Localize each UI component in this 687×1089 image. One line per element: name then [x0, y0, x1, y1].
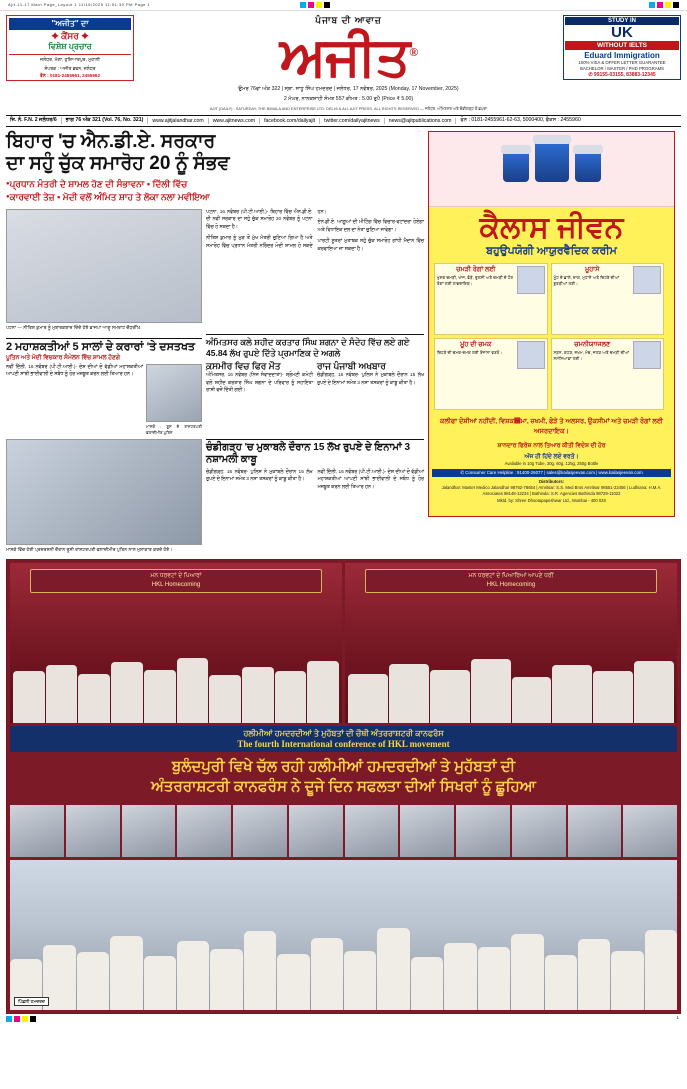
- feature-photo-credit: ਪਿੱਛਲੀ ਹਮਦਰਦ: [14, 997, 49, 1006]
- lead-photo: [6, 209, 202, 323]
- benefit-title: ਚਮਨੀਯਾ/ਜਲਣ: [574, 340, 611, 348]
- secondary-photo-1: [146, 364, 202, 422]
- ad-red-text-2: ਸ਼ਾਨਦਾਰ ਫਿਰੋਜ਼ ਨਾਲ ਤਿਆਰ ਕੀਤੀ ਵਿਦੇਸ਼ ਦੀ ਹੋਰ: [497, 442, 606, 449]
- ad-brand-name: ਕੈਲਾਸ ਜੀਵਨ: [479, 210, 624, 244]
- masthead-dateline-3: AJIT (DAILY) : SATURDAY, THE BIMALA AND ENTERPRISE LTD. DELHI & ALL AJIT PRESS, ALL RIGHTS RESERVED — ਜਲੰਧਰ, ਅੰਮਿ਼ਰਸਰ ਅਤੇ ਚੰਡੀਗੜ੍ਹ ਤੋਂ ਛਪਦਾ: [209, 105, 488, 111]
- masthead: [6, 15, 681, 112]
- print-registration-bar: [0, 0, 687, 11]
- print-slug: Ajit-11-17 Main Page_Layout 1 11/16/2025 11:51:30 PM Page 1: [8, 2, 151, 7]
- ad-phone: ✆ 99155-03155, 83883-12345: [588, 72, 656, 79]
- masthead-center: [138, 15, 559, 112]
- secondary-subhead-1: ਪੂਤਿਨ ਅਤੇ ਮੋਦੀ ਵਿਚਕਾਰ ਸੰਮੇਲਨ ਵਿੱਚ ਸ਼ਾਮਲ ਹੋਣਗੇ: [6, 354, 121, 361]
- feature-mid-band-l1: ਹਲੀਮੀਆਂ ਹਮਦਰਦੀਆਂ ਤੇ ਮੁਹੱਬਤਾਂ ਦੀ ਚੌਥੀ ਅੰਤਰਰਾਸ਼ਟਰੀ ਕਾਨਫਰੰਸ: [243, 728, 444, 738]
- masthead-dateline-2: 2 ਮੱਘਰ, ਨਾਨਕਸ਼ਾਹੀ ਸੰਮਤ 557 ਕੀਮਤ : 5.00 ਰੁਪੈ (Price ₹ 5.00): [283, 96, 414, 103]
- lead-headline-line-2: ਦਾ ਸਹੁੰ ਚੁੱਕ ਸਮਾਰੋਹ 20 ਨੂੰ ਸੰਭਵ: [6, 152, 230, 174]
- feature-thumb: [233, 805, 287, 857]
- benefit-title: ਚਮੜੀ ਰੋਗਾਂ ਲਈ: [456, 265, 496, 273]
- ad-benefit-grid: [429, 258, 674, 415]
- feature-thumb: [568, 805, 622, 857]
- ad-benefit-cell: [551, 263, 665, 335]
- lead-body: [206, 209, 424, 254]
- ad-line-2: BACHELOR / MASTER / PHD PROGRAMS: [579, 66, 665, 72]
- secondary-headline-2: ਅੰਮਿਤਸਰ ਕਲੇ ਸ਼ਹੀਦ ਕਰਤਾਰ ਸਿੰਘ ਸ਼ਗਨਾ ਦੇ ਸੰਦੇਹ ਵਿੱਚ ਲਏ ਗਏ 45.84 ਲੱਖ ਰੁਪਏ ਦਿੱਤੇ ਪ੍ਰਮਾਣਿਕ ਦੇ ਅਗਲੇ: [206, 334, 424, 358]
- bottom-registration-marks: [6, 1016, 36, 1022]
- feature-mid-band-l2: The fourth International conference of HKL movement: [237, 738, 450, 749]
- benefit-text: ਖੁਸ਼ਕ ਚਮੜੀ, ਖਾਜ, ਫੋੜੇ, ਝੁਲਸੀ ਅਤੇ ਚਮੜੀ ਦੇ ਹੋਰ ਰੋਗਾਂ ਲਈ ਲਾਭਦਾਇਕ।: [437, 274, 514, 286]
- feature-banner-left: [30, 569, 322, 593]
- feature-people-right: [345, 649, 677, 723]
- feature-crowd: [10, 917, 677, 1010]
- feature-wide-photo: [10, 860, 677, 1010]
- promo-address: ਜਲੰਧਰ, ਮੋਗਾ, ਹੁਸ਼ਿਆਰਪੁਰ, ਮੁਹਾਲੀ: [9, 54, 131, 64]
- feature-thumb: [512, 805, 566, 857]
- ad-benefit-cell: [434, 338, 548, 410]
- promo-address-2: ਸੰਪਰਕ : ਅਜੀਤ ਭਵਨ, ਜਲੰਧਰ: [44, 65, 96, 71]
- benefit-thumb-icon: [633, 266, 661, 294]
- ad-brand-subtitle: ਬਹੁਉਪਯੋਗੀ ਆਯੁਰਵੈਦਿਕ ਕਰੀਮ: [486, 244, 617, 257]
- tertiary-photo: [6, 439, 202, 545]
- feature-photo-right: [345, 563, 677, 723]
- kailas-jeevan-advertisement[interactable]: [428, 131, 675, 517]
- feature-photo-package: [6, 559, 681, 1015]
- lead-body-p0: ਪਟਨਾ, 16 ਨਵੰਬਰ (ਪੀ.ਟੀ.ਆਈ.)- ਬਿਹਾਰ ਵਿੱਚ ਐਨ.ਡੀ.ਏ. ਦੀ ਨਵੀਂ ਸਰਕਾਰ ਦਾ ਸਹੁੰ ਚੁੱਕ ਸਮਾਰੋਹ 20 ਨਵੰਬਰ ਨੂੰ ਪਟਨਾ ਵਿੱਚ ਹੋ ਸਕਦਾ ਹੈ।: [206, 209, 313, 231]
- feature-photo-left: [10, 563, 342, 723]
- lead-body-p2: ਏਨ.ਡੀ.ਏ. ਆਗੂਆਂ ਦੀ ਮੀਟਿੰਗ ਵਿੱਚ ਵਿਚਾਰ-ਵਟਾਂਦਰਾ ਹੋਏਗਾ ਅਤੇ ਵਿਧਾਇਕ ਦਲ ਦਾ ਨੇਤਾ ਚੁਣਿਆ ਜਾਵੇਗਾ।: [317, 220, 424, 234]
- lead-photo-caption: ਪਟਨਾ — ਨੀਤਿਸ਼ ਕੁਮਾਰ ਨੂੰ ਮੁਬਾਰਕਬਾਦ ਦਿੰਦੇ ਹੋਏ ਭਾਜਪਾ ਆਗੂ ਸਮਰਾਟ ਚੌਧਰੀੀ4: [6, 324, 141, 330]
- masthead-right-ad[interactable]: [563, 15, 681, 80]
- benefit-text: ਸੜਨ, ਕਟਣ, ਜ਼ਖਮ, ਮੋਚ, ਜਲਣ ਅਤੇ ਚਮੜੀ ਦੀਆਂ ਸਮੱਸਿਆਵਾਂ ਲਈ।: [553, 349, 630, 361]
- feature-banner-left-l1: ਮਨ ਧਰਵਟਾਂ ਦੇ ਪਿਆਰਾਂ: [150, 572, 202, 579]
- strip-item-1: ਭਾਗ 76 ਅੰਕ 321 (Vol. 76, No. 321): [62, 117, 149, 124]
- left-column: [6, 131, 424, 554]
- lead-bullet-1: ● ਕਾਰਵਾਈ ਤੇਜ਼ • ਮੋਦੀ ਵਲੋਂ ਅੰਮਿਤ ਸ਼ਾਹ ਤੇ ਲੋਕਾ ਨਲਾ ਮਵੀਇਆ: [6, 191, 424, 205]
- masthead-logo: [138, 26, 559, 87]
- secondary-body-1: [6, 364, 143, 436]
- benefit-title: ਮੂਂਹ ਦੀ ਚਮਕ: [460, 340, 492, 348]
- feature-banner-left-l2: HKL Homecoming: [151, 581, 201, 588]
- registration-marks-left: [300, 2, 330, 8]
- feature-thumb: [345, 805, 399, 857]
- feature-caption-l2: ਅੰਤਰਰਾਸ਼ਟਰੀ ਕਾਨਫਰੰਸ ਨੇ ਦੂਜੇ ਦਿਨ ਸਫਲਤਾ ਦੀਆਂ ਸਿਖਰਾਂ ਨੂੰ ਛੂਹਿਆ: [151, 777, 536, 795]
- ad-availability: Available in 10g Tube, 30g, 60g, 125g, 250g Bottle: [504, 460, 599, 466]
- feature-banner-right: [365, 569, 657, 593]
- ad-benefit-cell: [551, 338, 665, 410]
- feature-thumb: [623, 805, 677, 857]
- benefit-thumb-icon: [633, 341, 661, 369]
- feature-people-left: [10, 649, 342, 723]
- feature-banner-right-l2: HKL Homecoming: [486, 581, 536, 588]
- main-columns: [6, 131, 681, 554]
- right-column: [428, 131, 675, 554]
- tertiary-body-p0: ਚੰਡੀਗੜ੍ਹ, 16 ਨਵੰਬਰ- ਪੁਲਿਸ ਨੇ ਮੁਕਾਬਲੇ ਦੌਰਾਨ 15 ਲੱਖ ਰੁਪਏ ਦੇ ਇਨਾਮਾਂ ਸਮੇਤ 3 ਨਸ਼ਾ ਤਸਕਰਾਂ ਨੂੰ ਕਾਬੂ ਕੀਤਾ ਹੈ।: [206, 469, 313, 483]
- bottom-registration-bar: [0, 1014, 687, 1024]
- feature-thumb: [289, 805, 343, 857]
- benefit-title: ਮੂਹਾਸੇ: [585, 265, 600, 273]
- ad-distributors-title: Distributors:: [538, 478, 565, 484]
- ad-marketer: Mktd. by: Shree Dhootapapeshwar Ltd., Mumbai - 400 028: [497, 497, 606, 503]
- strip-item-0: ਜਿ. ਨੰ. F.N. 2 ਜਲੰਧਰ/6: [6, 117, 62, 124]
- ad-contact-band[interactable]: ✆ Consumer Care Helpline : 91400-26077 | sales@kailasjeevan.com | www.kailasjeevan.com: [432, 469, 671, 477]
- secondary-photo-1-caption: ਮਾਸਕੋ : ਰੂਸ ਦੇ ਰਾਸ਼ਟਰਪਤੀ ਵਲਾਦੀਮੀਰ ਪੁਤਿਨ: [146, 423, 202, 435]
- masthead-dateline-1: ਉਮਰ 76ਵਾਂ ਅੰਕ 322 | ਸ੍ਥਾ. ਸਾਧੂ ਸਿੰਘ ਹਮਦਰਦ | ਜਲੰਧਰ, 17 ਨਵੰਬਰ, 2025 (Monday, 17 November, 2025): [238, 86, 459, 92]
- strip-item-3[interactable]: www.ajitnews.com: [209, 118, 260, 124]
- masthead-logo-registered: ®: [409, 45, 418, 59]
- feature-thumb: [10, 805, 64, 857]
- secondary-body-2: [206, 372, 313, 395]
- secondary-headline-4: ਰਾਜ ਪੰਜਾਬੀ ਅਖਬਾਰ: [317, 360, 386, 371]
- secondary-body-1-p: ਨਵੀਂ ਦਿੱਲੀ, 16 ਨਵੰਬਰ (ਪੀ.ਟੀ.ਆਈ.)- ਦੇਸ਼ ਦੀਆਂ ਦੋ ਵੱਡੀਆਂ ਮਹਾਸ਼ਕਤੀਆਂ ਆਪਣੀ ਸਾਂਝੀ ਭਾਈਵਾਲੀ ਦੇ ਸਬੰਧ ਨੂੰ ਹੋਰ ਮਜ਼ਬੂਤ ਕਰਨ ਲਈ ਤਿਆਰ ਹਨ।: [6, 364, 143, 378]
- ad-blue-line: ਅੱਜ ਹੀ ਹਿਂਦੇ ਲਏ ਵਰਤੋ।: [524, 453, 579, 460]
- ad-line-1: 100% VISA & OFFER LETTER GUARANTEE: [578, 60, 666, 65]
- ad-product-header: [429, 132, 674, 207]
- benefit-thumb-icon: [517, 341, 545, 369]
- feature-thumb: [177, 805, 231, 857]
- ad-red-text: ਕਲੀਫਾ ਦੋਸ਼ੀਆਂ ਨਹੀਂਦੀਂ, ਵਿਸ਼ਕ਱ਮਾ, ਜ਼ਖਮੀ, ਫੋੜੇ ਤੇ ਅਲਸਰ, ਉਕਸੀਮਾਂ ਅਤੇ ਚਮੜੀ ਰੋਗਾਂ ਲਈ ਅਸਰਦਾਇਕ।: [439, 417, 663, 436]
- secondary-row: [6, 334, 424, 435]
- promo-blue-label: "ਅਜੀਤ" ਦਾ: [9, 18, 131, 30]
- product-jar-small-2: [575, 150, 601, 182]
- ad-benefit-cell: [434, 263, 548, 335]
- ad-without-ielts: WITHOUT IELTS: [565, 41, 679, 50]
- secondary-left: [6, 334, 202, 435]
- feature-banner-right-l1: ਮਨ ਧਰਵਟਾਂ ਦੇ ਪਿਆਰਿਆਂ ਆਪਣੇ ਧਰੀਂ: [468, 572, 554, 579]
- secondary-headline-1: 2 ਮਹਾਸ਼ਕਤੀਆਂ 5 ਸਾਲਾਂ ਦੇ ਕਰਾਰਾਂ 'ਤੇ ਦਸਤਖਤ: [6, 338, 202, 354]
- benefit-thumb-icon: [517, 266, 545, 294]
- strip-item-2[interactable]: www.ajitjalandhar.com: [148, 118, 208, 124]
- tertiary-row: [6, 439, 424, 554]
- lead-photo-block: [6, 209, 202, 332]
- lead-body-p1: ਨੀਤਿਸ਼ ਕੁਮਾਰ ਨੂੰ ਮੁੜ ਤੋਂ ਮੁੱਖ ਮੰਤਰੀ ਚੁਣਿਆ ਗਿਆ ਹੈ ਅਤੇ ਸਮਾਰੋਹ ਵਿੱਚ ਪ੍ਰਧਾਨ ਮੰਤਰੀ ਨਰਿੰਦਰ ਮੋਦੀ ਸ਼ਾਮਲ ਹੋ ਸਕਦੇ ਹਨ।: [206, 209, 327, 249]
- lead-text-block: [206, 209, 424, 332]
- tertiary-body: [206, 469, 424, 492]
- lead-grid: [6, 209, 424, 332]
- feature-caption: [10, 752, 677, 803]
- registration-marks-right: [649, 2, 679, 8]
- masthead-tagline: ਪੰਜਾਬ ਦੀ ਆਵਾਜ਼: [315, 15, 382, 25]
- benefit-text: ਚਿਹਰੇ ਦੀ ਚਮਕ-ਦਮਕ ਲਈ ਰੋਜ਼ਾਨਾ ਵਰਤੋ।: [437, 349, 503, 355]
- ad-distributors: Jalandhar: Master Medico Jalandhar 98762-78654 | Amritsar: S.S. Med Bros Amritsar 98551-22456 | Ludhiana: H.M.A. Associates 98148-12234 | Bathinda: S.R. Agencies Bathinda 98729-11022: [441, 485, 662, 497]
- lead-bullets: [6, 178, 424, 205]
- feature-top-photos: [10, 563, 677, 723]
- feature-caption-l1: ਬੁਲੰਦਪੁਰੀ ਵਿਖੇ ਚੱਲ ਰਹੀ ਹਲੀਮੀਆਂ ਹਮਦਰਦੀਆਂ ਤੇ ਮੁਹੱਬਤਾਂ ਦੀ: [171, 757, 516, 775]
- tertiary-body-p1: ਨਵੀਂ ਦਿੱਲੀ, 16 ਨਵੰਬਰ (ਪੀ.ਟੀ.ਆਈ.)- ਦੇਸ਼ ਦੀਆਂ ਦੋ ਵੱਡੀਆਂ ਮਹਾਸ਼ਕਤੀਆਂ ਆਪਣੀ ਸਾਂਝੀ ਭਾਈਵਾਲੀ ਦੇ ਸਬੰਧ ਨੂੰ ਹੋਰ ਮਜ਼ਬੂਤ ਕਰਨ ਲਈ ਤਿਆਰ ਹਨ।: [317, 469, 424, 491]
- masthead-left-promo-box: [6, 15, 134, 81]
- secondary-body-2-p: ਅੰਮਿਤਸਰ, 16 ਨਵੰਬਰ (ਨਿਜ ਸੰਵਾਦਦਾਤਾ)- ਸ਼੍ਰੋਮਣੀ ਕਮੇਟੀ ਵਲੋਂ ਸ਼ਹੀਦ ਕਰਤਾਰ ਸਿੰਘ ਸ਼ਗਨਾ ਦੇ ਪਰਿਵਾਰ ਨੂੰ ਸਹਾਇਤਾ ਰਾਸ਼ੀ ਵਜੋਂ ਦਿੱਤੀ ਗਈ।: [206, 372, 313, 394]
- feature-thumb: [456, 805, 510, 857]
- feature-thumbnail-strip: [10, 805, 677, 857]
- secondary-headline-3: ਕ਼ਸਮੀਰ ਵਿਚ ਫਿਰ ਮੌਤ: [206, 360, 281, 371]
- feature-thumb: [400, 805, 454, 857]
- lead-headline-line-1: ਬਿਹਾਰ 'ਚ ਐਨ.ਡੀ.ਏ. ਸਰਕਾਰ: [6, 130, 216, 152]
- promo-red-label: ✦ ਕੈਂਸਰ ✦: [51, 31, 89, 41]
- promo-phone: ਫੋਨ : 0181-2455961, 2455962: [39, 72, 101, 78]
- tertiary-photo-caption: ਮਾਸਕੋ ਵਿੱਚ ਹੋਈ ਪ੍ਰਦਰਸ਼ਨੀ ਦੌਰਾਨ ਰੂਸੀ ਰਾਸ਼ਟਰਪਤੀ ਵਲਾਦੀਮੀਰ ਪੁਤਿਨ ਨਾਲ ਮੁਲਾਕਾਤ ਕਰਦੇ ਹੋਏ।: [6, 546, 173, 552]
- masthead-info-strip: [6, 115, 681, 127]
- feature-mid-band: [10, 726, 677, 752]
- ad-product-jars: [503, 140, 601, 182]
- lead-bullet-0: ● ਪ੍ਰਧਾਨ ਮੰਤਰੀ ਦੇ ਸ਼ਾਮਲ ਹੋਣ ਦੀ ਸੰਭਾਵਨਾ • ਦਿੱਲੀ ਵਿੱਚ: [6, 178, 424, 192]
- feature-thumb: [66, 805, 120, 857]
- ad-uk-label: UK: [611, 24, 633, 41]
- masthead-logo-text: ਅਜੀਤ: [279, 27, 410, 87]
- strip-item-6[interactable]: news@ajitpublications.com: [385, 118, 457, 124]
- tertiary-headline: ਚੰਡੀਗੜ੍ਹ 'ਚ ਮੁਕਾਬਲੇ ਦੌਰਾਨ 15 ਲੱਖ ਰੁਪਏ ਦੇ ਇਨਾਮਾਂ 3 ਨਸ਼ਾਮਲੀ ਕਾਬੂ: [206, 439, 424, 467]
- ad-brand: Eduard Immigration: [584, 51, 660, 60]
- secondary-right: [206, 334, 424, 435]
- feature-thumb: [122, 805, 176, 857]
- secondary-body-3-p: ਚੰਡੀਗੜ੍ਹ, 16 ਨਵੰਬਰ- ਪੁਲਿਸ ਨੇ ਮੁਕਾਬਲੇ ਦੌਰਾਨ 15 ਲੱਖ ਰੁਪਏ ਦੇ ਇਨਾਮਾਂ ਸਮੇਤ 3 ਨਸ਼ਾ ਤਸਕਰਾਂ ਨੂੰ ਕਾਬੂ ਕੀਤਾ ਹੈ।: [317, 372, 424, 386]
- benefit-text: ਮੂੰਹ ਦੇ ਛਾਲੇ, ਦਾਗ, ਮੁਹਾਸੇ ਅਤੇ ਚਿਹਰੇ ਦੀਆਂ ਝੁਰੜੀਆਂ ਲਈ।: [553, 274, 620, 286]
- strip-item-7: ਫੋਨ : 0181-2455961-62-63, 5000400, ਫੈਕਸ : 2455960: [460, 117, 581, 124]
- product-jar-large: [535, 140, 569, 182]
- secondary-body-3: [317, 372, 424, 388]
- lead-body-p3: ਪਾਰਟੀ ਸੂਤਰਾਂ ਮੁਤਾਬਕ ਸਹੁੰ ਚੁੱਕ ਸਮਾਰੋਹ ਗਾਂਧੀ ਮੈਦਾਨ ਵਿੱਚ ਕਰਵਾਇਆ ਜਾ ਸਕਦਾ ਹੈ।: [317, 238, 424, 252]
- strip-item-5[interactable]: twitter.com/dailyajitnews: [320, 118, 385, 124]
- strip-item-4[interactable]: facebook.com/dailyajit: [260, 118, 320, 124]
- page-number: 1: [676, 1015, 679, 1021]
- promo-green-label: ਵਿਸ਼ੇਸ਼ ਪ੍ਰਚਾਰ: [48, 42, 92, 51]
- product-jar-small: [503, 150, 529, 182]
- ad-study-label: STUDY IN: [565, 17, 679, 25]
